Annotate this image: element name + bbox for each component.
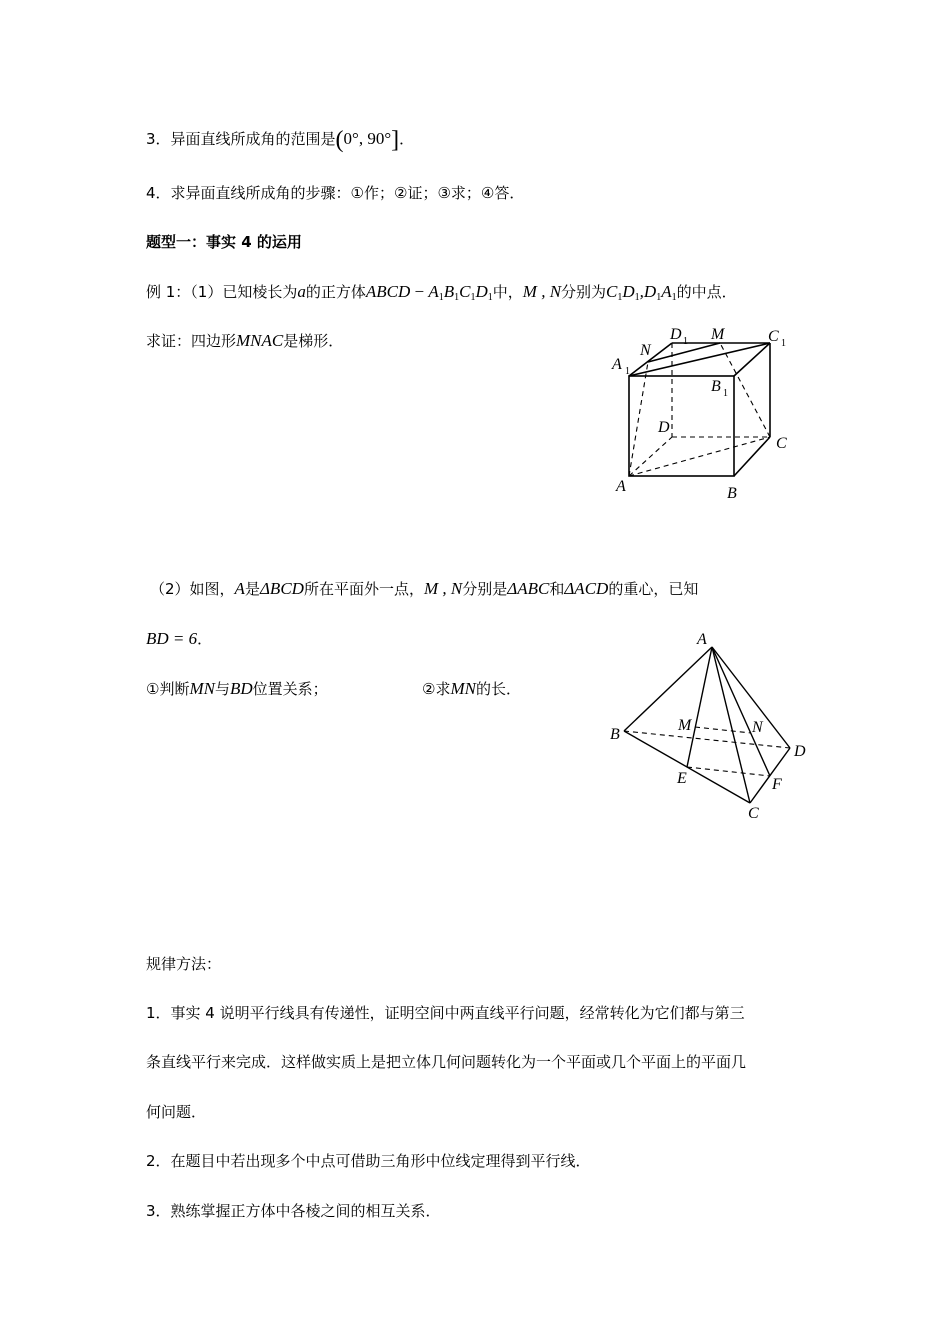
cube-label-B1: B [711,378,721,395]
tri-acd: ΔACD [564,579,609,598]
svg-text:1: 1 [781,338,786,349]
tetra-label-C: C [748,805,759,822]
bd-eq: BD = 6 [146,629,198,648]
item-3-range: 0°, 90° [343,129,392,148]
cube-label-B: B [727,485,737,502]
cube-label-M: M [711,326,725,343]
points-mn: M , N [522,282,562,301]
prove-prefix: 求证：四边形 [146,332,237,350]
ex1-end: 的中点． [676,283,737,301]
item-4: 4．求异面直线所成角的步骤：①作；②证；③求；④答． [146,184,525,202]
part2-prefix: （2）如图， [150,580,235,598]
cube-label-D: D [658,419,670,436]
points-mn-2: M , N [423,579,463,598]
method-1-line-1: 1．事实 4 说明平行线具有传递性，证明空间中两直线平行问题，经常转化为它们都与第三 [146,1004,745,1022]
part2-is: 是 [244,580,260,598]
minus-sign: − [410,282,429,301]
point-a: A [234,579,245,598]
part2-mid: 所在平面外一点， [303,580,424,598]
ex1-mid: 的正方体 [305,283,366,301]
ex1-prefix: 例 1：（1）已知棱长为 [146,283,298,301]
cube-label-A1: A [612,356,622,373]
ex1-in: 中， [492,283,523,301]
item-3-label: 3．异面直线所成角的范围是 [146,130,336,148]
tetra-label-D: D [794,743,806,760]
question-1: ①判断MN与BD位置关系； [146,679,328,698]
tri-abc: ΔABC [507,579,550,598]
method-3: 3．熟练掌握正方体中各棱之间的相互关系． [146,1202,441,1220]
part2-resp: 分别是 [462,580,508,598]
cube-label-C: C [776,435,787,452]
tetra-label-N: N [752,719,763,736]
cube-name: ABCD [365,282,411,301]
cube-label-N: N [640,342,651,359]
segments: $C_1D_1,D_1A_1$ [606,282,677,303]
cube-label-D1: D [670,326,682,343]
section-title: 题型一：事实 4 的运用 [146,233,302,251]
tetra-label-E: E [677,770,687,787]
part2-end: 的重心，已知 [608,580,699,598]
tetra-label-F: F [772,776,782,793]
method-2: 2．在题目中若出现多个中点可借助三角形中位线定理得到平行线． [146,1152,591,1170]
cube-top-name: $A_1B_1C_1D_1$ [428,282,493,303]
tetra-label-M: M [678,717,692,734]
item-3-end: ． [399,130,415,148]
svg-text:1: 1 [723,388,728,399]
svg-text:1: 1 [683,336,688,347]
tetra-label-A: A [697,631,707,648]
tri-bcd: ΔBCD [259,579,304,598]
item-3-open-paren: ( [335,127,344,153]
methods-title: 规律方法： [146,955,222,973]
question-2: ②求MN的长． [422,679,521,698]
quad-name: MNAC [236,331,284,350]
bd-end: ． [197,630,213,648]
cube-label-C1: C [768,328,779,345]
edge-var-a: a [297,282,306,301]
tetra-label-B: B [610,726,620,743]
item-3-close-bracket: ] [391,127,400,153]
cube-label-A: A [616,478,626,495]
method-1-line-2: 条直线平行来完成．这样做实质上是把立体几何问题转化为一个平面或几个平面上的平面几 [146,1053,747,1071]
prove-end: 是梯形． [283,332,344,350]
method-1-line-3: 何问题． [146,1103,207,1121]
part2-and: 和 [549,580,565,598]
svg-text:1: 1 [625,366,630,377]
ex1-resp: 分别为 [561,283,607,301]
